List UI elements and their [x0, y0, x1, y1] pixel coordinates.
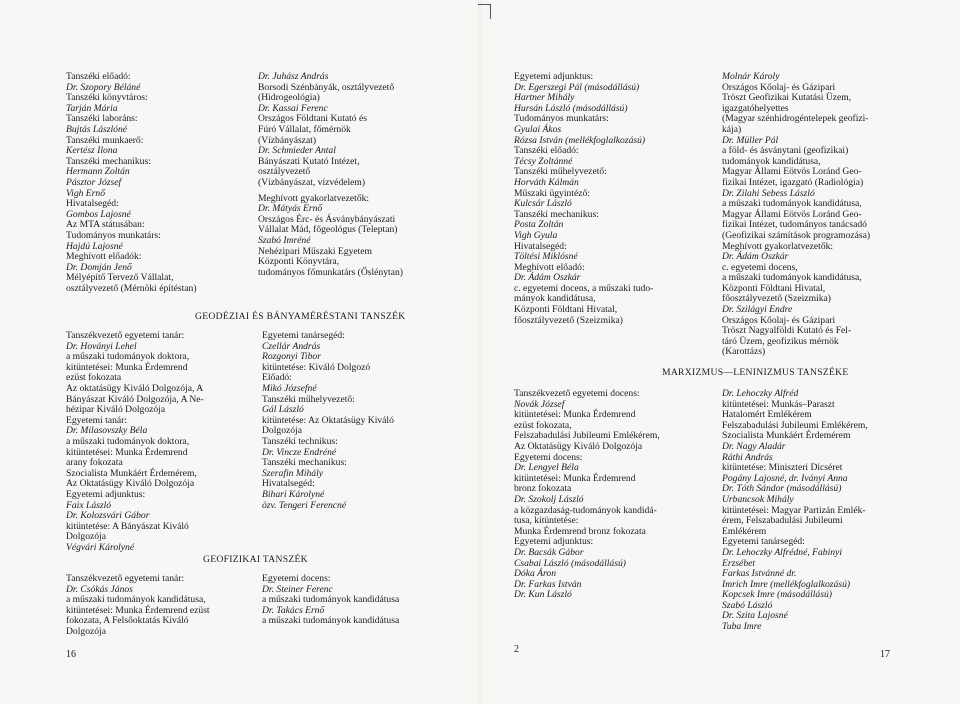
person-name: Dr. Kun László [514, 589, 572, 601]
person-name: Erzsébet [722, 557, 756, 569]
section-heading-geodesy: GEODÉZIAI ÉS BÁNYAMÉRÉSTANI TANSZÉK [195, 311, 406, 322]
text-line: (Karottázs) [722, 346, 766, 358]
person-name: Dr. Müller Pál [722, 134, 779, 146]
text-line: kitüntetései: Munka Érdemrend [514, 409, 636, 421]
text-line: Központi Könyvtára, [258, 256, 339, 268]
text-line: Magyar Állami Eötvös Loránd Geo- [722, 208, 862, 220]
text-line: kitüntetése: Miniszteri Dicséret [722, 462, 843, 474]
text-line: tudományos főmunkatárs (Őslénytan) [258, 266, 403, 278]
page-number-right: 17 [880, 649, 890, 660]
text-line: ezüst fokozata, [514, 419, 572, 431]
text-line: Meghívott gyakorlatvezetők: [722, 240, 834, 252]
text-line: c. egyetemi docens, a műszaki tudo- [514, 282, 654, 294]
person-name: Csabai László (másodállású) [514, 557, 626, 569]
text-line: Tanszékvezető egyetemi tanár: [66, 330, 185, 341]
geophysics-staff-column [514, 72, 726, 326]
person-name: Dr. Egerszegi Pál (másodállású) [514, 81, 640, 93]
text-line: Bányászat Kiváló Dolgozója, A Ne- [66, 393, 204, 405]
section-heading-marxism: MARXIZMUS—LENINIZMUS TANSZÉKE [662, 367, 849, 378]
text-line: Vállalat Mád, főgeológus (Teleptan) [258, 224, 398, 236]
text-line: Munka Érdemrend bronz fokozata [514, 525, 646, 537]
marxism-column-2 [722, 389, 958, 633]
person-name: Dr. Zilahi Sebess László [722, 187, 815, 199]
person-name: Dr. Csókás János [66, 583, 133, 595]
text-line: Tanszéki munkaerő: [66, 134, 144, 146]
person-name: Dr. Vincze Endréné [262, 446, 337, 458]
text-line: fizikai Intézet, tudományos tanácsadó [722, 219, 867, 231]
person-name: Dr. Szopory Béláné [66, 81, 141, 93]
book-spine [478, 0, 482, 704]
person-name: özv. Tengeri Ferencné [262, 499, 347, 511]
geophysics-guest-column [722, 72, 958, 358]
person-name: Dr. Mátyás Ernő [258, 203, 323, 215]
text-line: Az Oktatásügy Kiváló Dolgozója [514, 440, 643, 452]
person-name: Mikó Józsefné [262, 382, 317, 394]
text-line: Központi Földtani Hivatal, [514, 304, 618, 316]
person-name: Bihari Károlyné [262, 488, 325, 500]
text-line: Felszabadulási Jubileumi Emlékérem, [722, 419, 868, 431]
text-line: (Vízbányászat, vízvédelem) [258, 176, 366, 188]
person-name: Gál László [262, 404, 304, 416]
text-line: Hivatalsegéd: [262, 478, 315, 490]
text-line: Fúró Vállalat, főmérnök [258, 123, 351, 135]
person-name: Horváth Kálmán [514, 176, 579, 188]
text-line: Tanszéki előadó: [66, 71, 131, 82]
text-line: Tudományos munkatárs: [66, 229, 161, 241]
text-line: táró Üzem, geofizikus mérnök [722, 335, 839, 347]
person-name: Urbancsok Mihály [722, 493, 794, 505]
person-name: Técsy Zoltánné [514, 155, 573, 167]
text-line: Országos Kőolaj- és Gázipari [722, 81, 836, 93]
person-name: Rozgonyi Tibor [262, 351, 321, 363]
person-name: Hartner Mihály [514, 92, 575, 104]
person-name: Dr. Takács Ernő [262, 604, 325, 616]
person-name: Novák József [514, 398, 565, 410]
text-line: kitüntetései: Munkás–Paraszt [722, 398, 835, 410]
person-name: Dr. Farkas István [514, 578, 582, 590]
person-name: Végvári Károlyné [66, 541, 135, 553]
text-line: Tanszéki technikus: [262, 435, 338, 447]
text-line: Tanszéki műhelyvezető: [514, 166, 607, 178]
marxism-column-1 [514, 389, 726, 601]
text-line: a műszaki tudományok kandidátusa [262, 615, 400, 627]
text-line: kitüntetései: Munka Érdemrend [514, 472, 636, 484]
text-line: Tanszéki mechanikus: [66, 155, 151, 167]
text-line: Meghívott előadók: [66, 251, 142, 263]
person-name: Szabó Imréné [258, 234, 311, 246]
person-name: Tuba Imre [722, 621, 762, 633]
text-line: hézipar Kiváló Dolgozója [66, 404, 166, 416]
text-line: osztályvezető [258, 166, 311, 178]
person-name: Dr. Lehoczky Alfréd [722, 388, 799, 399]
person-name: Dr. Lehoczky Alfrédné, Fabinyi [722, 546, 842, 558]
text-line: Szocialista Munkáért Érdemérem [722, 430, 851, 442]
text-line: a műszaki tudományok doktora, [66, 351, 190, 363]
text-line: Tanszéki mechanikus: [262, 457, 347, 469]
left-guest-lecturers-column [258, 72, 470, 278]
person-name: Hursán László (másodállású) [514, 102, 628, 114]
text-line: Bányászati Kutató Intézet, [258, 155, 360, 167]
person-name: Kulcsár László [514, 198, 572, 210]
person-name: Kertész Ilona [66, 145, 118, 157]
text-line: Központi Földtani Hivatal, [722, 282, 826, 294]
person-name: Czellár András [262, 340, 321, 352]
text-line: főosztályvezető (Szeizmika) [722, 293, 831, 305]
text-line: Egyetemi adjunktus: [514, 71, 594, 82]
text-line: Hivatalsegéd: [514, 240, 567, 252]
text-line: Hivatalsegéd: [66, 198, 119, 210]
text-line: Tanszékvezető egyetemi docens: [514, 388, 640, 399]
person-name: Dr. Domján Jenő [66, 261, 132, 273]
text-line: Dolgozója [66, 531, 106, 543]
text-line: arany fokozata [66, 457, 123, 469]
person-name: Szabó László [722, 599, 773, 611]
text-line: Tanszékvezető egyetemi tanár: [66, 573, 185, 584]
person-name: Kopcsek Imre (másodállású) [722, 589, 832, 601]
person-name: Dr. Milasovszky Béla [66, 425, 148, 437]
text-line: fokozata, A Felsőoktatás Kiváló [66, 615, 189, 627]
left-staff-column [66, 72, 256, 294]
text-line: Emlékérem [722, 525, 767, 537]
text-line: bronz fokozata [514, 483, 572, 495]
text-line: (Vízbányászat) [258, 134, 317, 146]
text-line: kitüntetése: Kiváló Dolgozó [262, 361, 371, 373]
text-line: Meghívott gyakorlatvezetők: [258, 192, 370, 204]
person-name: Szerafin Mihály [262, 467, 324, 479]
person-name: Dr. Bacsák Gábor [514, 546, 584, 558]
text-line: kitüntetései: Munka Érdemrend ezüst [66, 604, 210, 616]
text-line: (Hidrogeológia) [258, 92, 320, 104]
person-name: Vigh Gyula [514, 229, 558, 241]
text-line: (Geofizikai számítások programozása) [722, 229, 871, 241]
person-name: Imrich Imre (mellékfoglalkozású) [722, 578, 851, 590]
person-name: Dr. Nagy Aladár [722, 440, 786, 452]
text-line: kitüntetései: Magyar Partizán Emlék- [722, 504, 866, 516]
text-line: Egyetemi tanársegéd: [262, 330, 345, 341]
person-name: Dr. Juhász András [258, 71, 329, 82]
right-page [484, 0, 960, 704]
person-name: Dr. Ádám Oszkár [514, 272, 581, 284]
person-name: Bujtás Lászlóné [66, 123, 128, 135]
text-line: a műszaki tudományok doktora, [66, 435, 190, 447]
text-line: Tanszéki laboráns: [66, 113, 138, 125]
section-heading-geophysics: GEOFIZIKAI TANSZÉK [203, 554, 308, 565]
text-line: igazgatóhelyettes [722, 102, 789, 114]
text-line: a műszaki tudományok kandidátusa [262, 594, 400, 606]
person-name: Farkas Istvánné dr. [722, 568, 797, 580]
text-line: Egyetemi docens: [262, 573, 331, 584]
text-line: kitüntetései: Munka Érdemrend [66, 446, 188, 458]
person-name: Dóka Áron [514, 568, 557, 580]
text-line: Tanszéki mechanikus: [514, 208, 599, 220]
text-line: Tröszt Geofizikai Kutatási Üzem, [722, 92, 852, 104]
text-line: Országos Érc- és Ásványbányászati [258, 213, 396, 225]
text-line: Az Oktatásügy Kiváló Dolgozója [66, 478, 195, 490]
text-line: Dolgozója [66, 625, 106, 637]
person-name: Posta Zoltán [514, 219, 564, 231]
text-line: kitüntetése: A Bányászat Kiváló [66, 520, 189, 532]
page-number-inner: 2 [514, 644, 519, 655]
text-line: főosztályvezető (Szeizmika) [514, 314, 623, 326]
text-line: tusa, kitüntetése: [514, 515, 579, 527]
text-line: Felszabadulási Jubileumi Emlékérem, [514, 430, 660, 442]
person-name: Dr. Ádám Oszkár [722, 251, 789, 263]
text-line: Országos Kőolaj- és Gázipari [722, 314, 836, 326]
left-page [0, 0, 476, 704]
text-line: Magyar Állami Eötvös Loránd Geo- [722, 166, 862, 178]
text-line: Tanszéki műhelyvezető: [262, 393, 355, 405]
text-line: kája) [722, 123, 742, 135]
text-line: Meghívott előadó: [514, 261, 585, 273]
person-name: Vigh Ernő [66, 187, 105, 199]
geophysics-column-2 [262, 574, 470, 627]
geodesy-column-1 [66, 331, 262, 553]
geophysics-column-1 [66, 574, 262, 638]
text-line: Tanszéki előadó: [514, 145, 579, 157]
person-name: Dr. Szokolj László [514, 493, 584, 505]
text-line: (Magyar szénhidrogéntelepek geofizi- [722, 113, 869, 125]
person-name: Rózsa István (mellékfoglalkozású) [514, 134, 646, 146]
text-line: mányok kandidátusa, [514, 293, 596, 305]
person-name: Dr. Szita Lajosné [722, 610, 788, 622]
text-line: Az oktatásügy Kiváló Dolgozója, A [66, 382, 204, 394]
text-line: fizikai Intézet, igazgató (Radiológia) [722, 176, 864, 188]
person-name: Pogány Lajosné, dr. Iványi Anna [722, 472, 848, 484]
page-number-left: 16 [66, 649, 76, 660]
person-name: Hajdú Lajosné [66, 240, 123, 252]
text-line: Egyetemi docens: [514, 451, 583, 463]
text-line: Hatalomért Emlékérem [722, 409, 812, 421]
text-line: Egyetemi tanársegéd: [722, 536, 805, 548]
text-line: Egyetemi adjunktus: [514, 536, 594, 548]
text-line: Tudományos munkatárs: [514, 113, 609, 125]
text-line: Tröszt Nagyalföldi Kutató és Fel- [722, 325, 852, 337]
text-line: érem, Felszabadulási Jubileumi [722, 515, 843, 527]
text-line: Műszaki ügyintéző: [514, 187, 590, 199]
person-name: Gyulai Ákos [514, 123, 562, 135]
person-name: Tarján Mária [66, 102, 118, 114]
text-line: a műszaki tudományok kandidátusa, [722, 272, 862, 284]
person-name: Dr. Szilágyi Endre [722, 304, 793, 316]
text-line: Egyetemi adjunktus: [66, 488, 146, 500]
person-name: Dr. Steiner Ferenc [262, 583, 333, 595]
person-name: Dr. Schmieder Antal [258, 145, 336, 157]
text-line: Szocialista Munkáért Érdemérem, [66, 467, 197, 479]
text-line: Az MTA státusában: [66, 219, 145, 231]
text-line: c. egyetemi docens, [722, 261, 798, 273]
text-line: osztályvezető (Mérnöki építéstan) [66, 282, 197, 294]
person-name: Gombos Lajosné [66, 208, 131, 220]
text-line: tudományok kandidátusa, [722, 155, 821, 167]
text-line: Egyetemi tanár: [66, 414, 128, 426]
person-name: Dr. Kassai Ferenc [258, 102, 328, 114]
text-line: Borsodi Szénbányák, osztályvezető [258, 81, 395, 93]
text-line: ezüst fokozata [66, 372, 122, 384]
text-line: Előadó: [262, 372, 292, 384]
person-name: Ráthi András [722, 451, 773, 463]
person-name: Dr. Hoványi Lehel [66, 340, 137, 352]
person-name: Faix László [66, 499, 112, 511]
text-line: a föld- és ásványtani (geofizikai) [722, 145, 849, 157]
text-line: Országos Földtani Kutató és [258, 113, 367, 125]
person-name: Pásztor József [66, 176, 122, 188]
text-line: a műszaki tudományok kandidátusa, [66, 594, 206, 606]
text-line: Mélyépítő Tervező Vállalat, [66, 272, 174, 284]
text-line: Nehézipari Műszaki Egyetem [258, 245, 373, 257]
text-line: kitüntetései: Munka Érdemrend [66, 361, 188, 373]
text-line: Dolgozója [262, 425, 302, 437]
person-name: Töltési Miklósné [514, 251, 578, 263]
person-name: Dr. Lengyel Béla [514, 462, 579, 474]
geodesy-column-2 [262, 331, 470, 511]
text-line: a közgazdaság-tudományok kandidá- [514, 504, 657, 516]
text-line: a műszaki tudományok kandidátusa, [722, 198, 862, 210]
text-line: Tanszéki könyvtáros: [66, 92, 148, 104]
person-name: Dr. Kolozsvári Gábor [66, 510, 150, 522]
text-line: kitüntetése: Az Oktatásügy Kiváló [262, 414, 394, 426]
person-name: Hermann Zoltán [66, 166, 130, 178]
person-name: Dr. Tóth Sándor (másodállású) [722, 483, 842, 495]
person-name: Molnár Károly [722, 71, 780, 82]
